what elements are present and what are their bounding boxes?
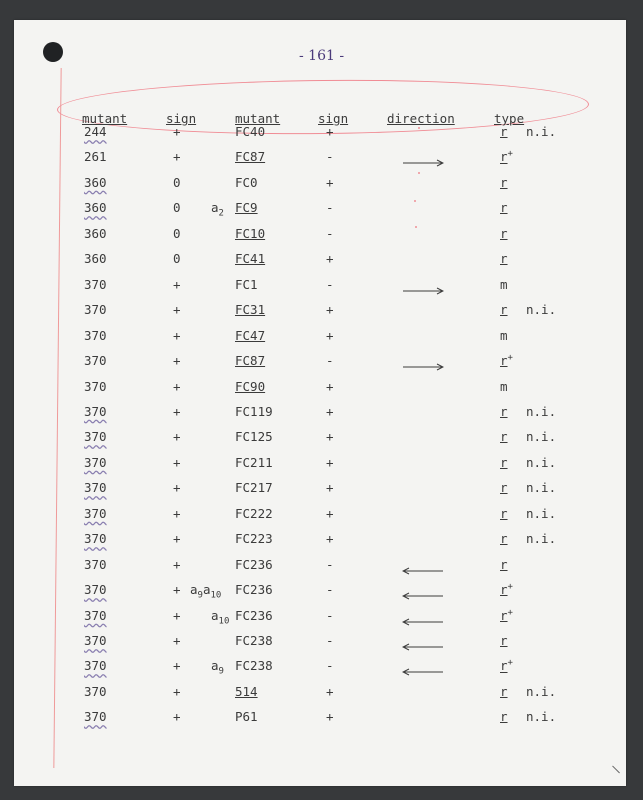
row-22-sign: + bbox=[173, 658, 181, 674]
pencil-mark bbox=[418, 172, 420, 174]
row-2-mutant: 261 bbox=[84, 149, 107, 165]
row-5-type: r bbox=[500, 225, 508, 241]
row-17-mutant-2: FC223 bbox=[235, 531, 273, 547]
row-23-mutant: 370 bbox=[84, 683, 107, 699]
row-1-note: n.i. bbox=[526, 124, 557, 139]
row-17-mutant: 370 bbox=[84, 531, 107, 547]
row-5-mutant: 360 bbox=[84, 225, 107, 241]
row-23-sign: + bbox=[173, 683, 181, 699]
row-22-mutant-2: FC238 bbox=[235, 658, 273, 674]
row-9-sign: + bbox=[173, 327, 181, 343]
row-24-type: r bbox=[500, 709, 508, 725]
row-6-sign: 0 bbox=[173, 251, 181, 267]
row-1-sign: + bbox=[173, 124, 181, 139]
document-page bbox=[14, 20, 626, 786]
row-7-mutant-2: FC1 bbox=[235, 276, 258, 292]
row-4-annotation: $a_2$ bbox=[211, 200, 224, 219]
row-7-mutant: 370 bbox=[84, 276, 107, 292]
page-corner-mark bbox=[605, 766, 620, 781]
row-14-type: r bbox=[500, 454, 508, 470]
row-8-mutant-2: FC31 bbox=[235, 302, 266, 318]
row-19-sign: + bbox=[173, 582, 181, 598]
row-13-note: n.i. bbox=[526, 429, 557, 445]
row-8-type: r bbox=[500, 302, 508, 318]
row-22-annotation: $a_9$ bbox=[211, 658, 224, 677]
row-24-mutant-2: P61 bbox=[235, 709, 258, 725]
row-23-type: r bbox=[500, 683, 508, 699]
row-12-mutant-2: FC119 bbox=[235, 403, 273, 419]
row-8-mutant: 370 bbox=[84, 302, 107, 318]
row-24-note: n.i. bbox=[526, 709, 557, 725]
pencil-mark bbox=[418, 127, 420, 129]
arrow-left-icon bbox=[402, 612, 442, 622]
row-2-sign-2: - bbox=[326, 149, 334, 165]
row-19-type: r+ bbox=[500, 582, 513, 598]
arrow-left-icon bbox=[402, 662, 442, 672]
row-15-note: n.i. bbox=[526, 480, 557, 496]
row-8-note: n.i. bbox=[526, 302, 557, 318]
pencil-mark bbox=[415, 226, 417, 228]
row-8-sign: + bbox=[173, 302, 181, 318]
header-circle-annotation bbox=[57, 77, 590, 137]
pencil-mark bbox=[414, 200, 416, 202]
row-12-type: r bbox=[500, 403, 508, 419]
row-16-mutant: 370 bbox=[84, 505, 107, 521]
row-17-sign: + bbox=[173, 531, 181, 547]
row-7-sign: + bbox=[173, 276, 181, 292]
header-type: type bbox=[494, 111, 525, 126]
row-2-sign: + bbox=[173, 149, 181, 165]
row-22-mutant: 370 bbox=[84, 658, 107, 674]
row-12-sign-2: + bbox=[326, 403, 334, 419]
header-mutant-1: mutant bbox=[82, 111, 128, 126]
header-sign-2: sign bbox=[318, 111, 349, 126]
row-17-note: n.i. bbox=[526, 531, 557, 547]
row-17-type: r bbox=[500, 531, 508, 547]
row-18-type: r bbox=[500, 556, 508, 572]
row-20-sign-2: - bbox=[326, 607, 334, 623]
row-19-annotation: $a_9a_{10}$ bbox=[190, 582, 222, 601]
row-19-sign-2: - bbox=[326, 582, 334, 598]
row-11-sign: + bbox=[173, 378, 181, 394]
row-20-mutant: 370 bbox=[84, 607, 107, 623]
row-18-mutant: 370 bbox=[84, 556, 107, 572]
row-23-mutant-2: 514 bbox=[235, 683, 258, 699]
row-14-sign: + bbox=[173, 454, 181, 470]
row-12-sign: + bbox=[173, 403, 181, 419]
row-15-sign-2: + bbox=[326, 480, 334, 496]
row-18-sign: + bbox=[173, 556, 181, 572]
row-9-mutant: 370 bbox=[84, 327, 107, 343]
arrow-left-icon bbox=[402, 586, 442, 596]
header-mutant-2: mutant bbox=[235, 111, 281, 126]
row-1-type: r bbox=[500, 124, 508, 139]
row-24-sign-2: + bbox=[326, 709, 334, 725]
row-5-sign: 0 bbox=[173, 225, 181, 241]
row-21-sign-2: - bbox=[326, 633, 334, 648]
row-2-mutant-2: FC87 bbox=[235, 149, 266, 165]
row-22-sign-2: - bbox=[326, 658, 334, 674]
row-20-mutant-2: FC236 bbox=[235, 607, 273, 623]
header-direction: direction bbox=[387, 111, 455, 126]
row-23-note: n.i. bbox=[526, 683, 557, 699]
row-1-mutant: 244 bbox=[84, 124, 107, 139]
row-5-mutant-2: FC10 bbox=[235, 225, 266, 241]
row-15-type: r bbox=[500, 480, 508, 496]
binder-hole bbox=[43, 42, 63, 62]
arrow-left-icon bbox=[402, 561, 442, 571]
row-21-type: r bbox=[500, 633, 508, 648]
row-16-type: r bbox=[500, 505, 508, 521]
row-4-sign: 0 bbox=[173, 200, 181, 216]
row-9-type: m bbox=[500, 327, 508, 343]
row-19-mutant-2: FC236 bbox=[235, 582, 273, 598]
row-13-sign-2: + bbox=[326, 429, 334, 445]
row-7-type: m bbox=[500, 276, 508, 292]
row-14-mutant-2: FC211 bbox=[235, 454, 273, 470]
page-number: - 161 - bbox=[299, 48, 345, 64]
row-17-sign-2: + bbox=[326, 531, 334, 547]
row-13-type: r bbox=[500, 429, 508, 445]
row-20-annotation: $a_{10}$ bbox=[211, 607, 230, 627]
row-13-mutant: 370 bbox=[84, 429, 107, 445]
row-5-sign-2: - bbox=[326, 225, 334, 241]
row-22-type: r+ bbox=[500, 658, 513, 674]
row-24-sign: + bbox=[173, 709, 181, 725]
row-15-sign: + bbox=[173, 480, 181, 496]
arrow-right-icon bbox=[402, 357, 442, 367]
row-16-sign-2: + bbox=[326, 505, 334, 521]
arrow-right-icon bbox=[402, 153, 442, 163]
header-sign-1: sign bbox=[166, 111, 197, 126]
row-12-mutant: 370 bbox=[84, 403, 107, 419]
row-10-type: r+ bbox=[500, 353, 513, 369]
row-24-mutant: 370 bbox=[84, 709, 107, 725]
row-4-mutant-2: FC9 bbox=[235, 200, 258, 216]
row-6-type: r bbox=[500, 251, 508, 267]
row-9-sign-2: + bbox=[326, 327, 334, 343]
row-18-sign-2: - bbox=[326, 556, 334, 572]
row-21-sign: + bbox=[173, 633, 181, 648]
margin-line bbox=[53, 68, 61, 768]
row-12-note: n.i. bbox=[526, 403, 557, 419]
row-18-mutant-2: FC236 bbox=[235, 556, 273, 572]
row-10-mutant: 370 bbox=[84, 353, 107, 369]
row-14-note: n.i. bbox=[526, 454, 557, 470]
row-20-sign: + bbox=[173, 607, 181, 623]
row-1-mutant-2: FC40 bbox=[235, 124, 266, 139]
arrow-right-icon bbox=[402, 281, 442, 291]
row-16-mutant-2: FC222 bbox=[235, 505, 273, 521]
row-16-sign: + bbox=[173, 505, 181, 521]
row-11-mutant: 370 bbox=[84, 378, 107, 394]
row-3-mutant: 360 bbox=[84, 174, 107, 190]
row-2-type: r+ bbox=[500, 149, 513, 165]
row-3-mutant-2: FC0 bbox=[235, 174, 258, 190]
row-10-sign: + bbox=[173, 353, 181, 369]
row-3-sign: 0 bbox=[173, 174, 181, 190]
row-10-sign-2: - bbox=[326, 353, 334, 369]
row-15-mutant-2: FC217 bbox=[235, 480, 273, 496]
row-13-mutant-2: FC125 bbox=[235, 429, 273, 445]
arrow-left-icon bbox=[402, 637, 442, 647]
row-3-sign-2: + bbox=[326, 174, 334, 190]
row-6-sign-2: + bbox=[326, 251, 334, 267]
row-21-mutant-2: FC238 bbox=[235, 633, 273, 648]
row-11-sign-2: + bbox=[326, 378, 334, 394]
row-4-mutant: 360 bbox=[84, 200, 107, 216]
row-19-mutant: 370 bbox=[84, 582, 107, 598]
row-20-type: r+ bbox=[500, 607, 513, 623]
row-8-sign-2: + bbox=[326, 302, 334, 318]
row-4-sign-2: - bbox=[326, 200, 334, 216]
row-23-sign-2: + bbox=[326, 683, 334, 699]
row-6-mutant-2: FC41 bbox=[235, 251, 266, 267]
row-6-mutant: 360 bbox=[84, 251, 107, 267]
row-15-mutant: 370 bbox=[84, 480, 107, 496]
row-1-sign-2: + bbox=[326, 124, 334, 139]
row-11-mutant-2: FC90 bbox=[235, 378, 266, 394]
row-21-mutant: 370 bbox=[84, 633, 107, 648]
row-3-type: r bbox=[500, 174, 508, 190]
row-16-note: n.i. bbox=[526, 505, 557, 521]
row-4-type: r bbox=[500, 200, 508, 216]
row-10-mutant-2: FC87 bbox=[235, 353, 266, 369]
row-13-sign: + bbox=[173, 429, 181, 445]
row-9-mutant-2: FC47 bbox=[235, 327, 266, 343]
row-7-sign-2: - bbox=[326, 276, 334, 292]
row-14-mutant: 370 bbox=[84, 454, 107, 470]
row-14-sign-2: + bbox=[326, 454, 334, 470]
row-11-type: m bbox=[500, 378, 508, 394]
